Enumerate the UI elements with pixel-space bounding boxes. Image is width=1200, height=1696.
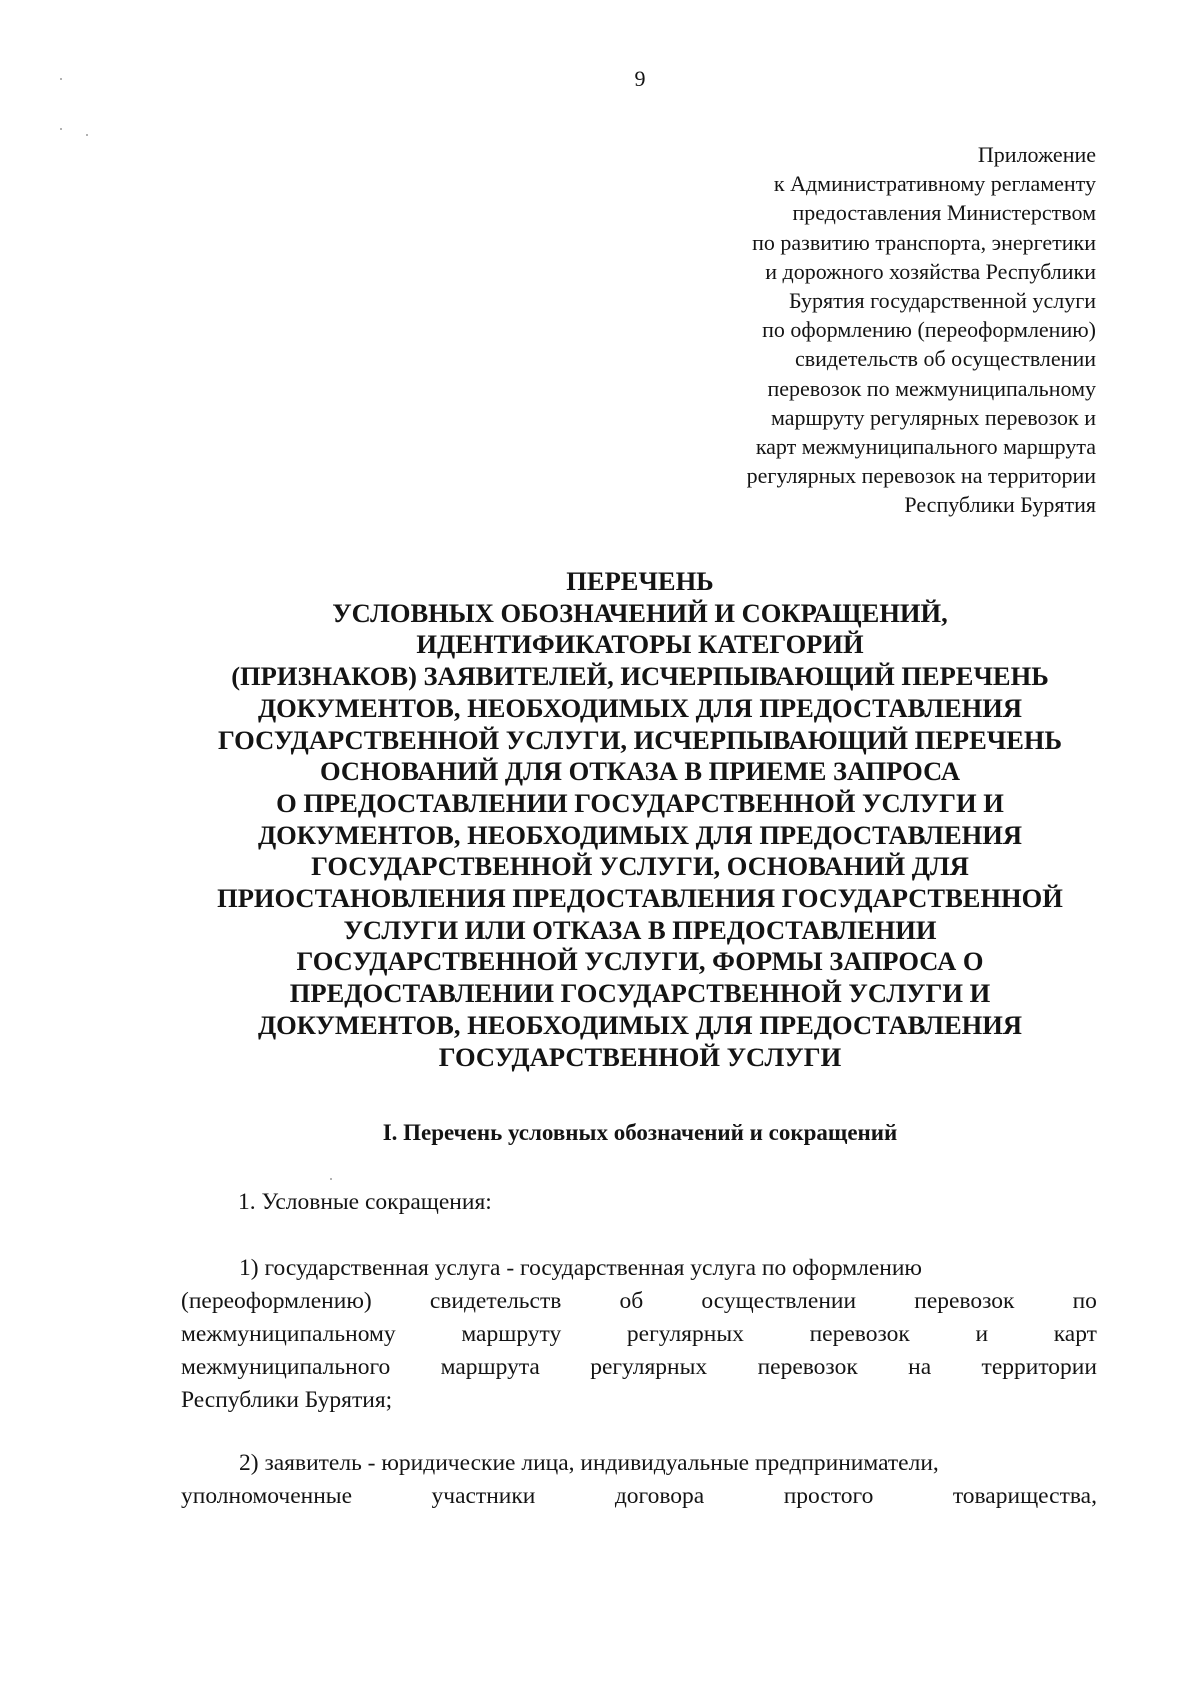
- paragraph-line: 2) заявитель - юридические лица, индивидуальные предприниматели,: [239, 1450, 939, 1476]
- word: территории: [981, 1354, 1097, 1380]
- annex-line: перевозок по межмуниципальному: [767, 375, 1096, 401]
- title-line: ГОСУДАРСТВЕННОЙ УСЛУГИ, ОСНОВАНИЙ ДЛЯ: [311, 851, 969, 882]
- word: маршрута: [440, 1354, 540, 1380]
- word: об: [619, 1288, 644, 1314]
- word: и: [975, 1321, 989, 1347]
- annex-line: по развитию транспорта, энергетики: [752, 229, 1096, 255]
- word: участники: [431, 1483, 536, 1509]
- title-line: ПРЕДОСТАВЛЕНИИ ГОСУДАРСТВЕННОЙ УСЛУГИ И: [289, 978, 991, 1009]
- word: на: [908, 1354, 932, 1380]
- section-heading: I. Перечень условных обозначений и сокращений: [382, 1120, 898, 1145]
- word: (переоформлению): [181, 1288, 372, 1314]
- annex-line: Приложение: [977, 142, 1096, 167]
- word: перевозок: [809, 1321, 910, 1347]
- paragraph-line: [181, 1285, 1097, 1318]
- title-line: ДОКУМЕНТОВ, НЕОБХОДИМЫХ ДЛЯ ПРЕДОСТАВЛЕНИЯ: [257, 1009, 1023, 1040]
- document-title: [160, 566, 1120, 1073]
- title-line: УСЛОВНЫХ ОБОЗНАЧЕНИЙ И СОКРАЩЕНИЙ,: [332, 597, 948, 628]
- word: договора: [614, 1483, 705, 1509]
- word: перевозок: [757, 1354, 858, 1380]
- definition-paragraph-2: [181, 1447, 1097, 1513]
- word: товарищества,: [952, 1483, 1097, 1509]
- annex-line: свидетельств об осуществлении: [794, 346, 1096, 372]
- annex-line: Бурятия государственной услуги: [788, 288, 1096, 314]
- word: межмуниципального: [181, 1354, 391, 1380]
- annex-line: и дорожного хозяйства Республики: [765, 258, 1096, 284]
- word: перевозок: [914, 1288, 1015, 1314]
- scan-speck: [86, 134, 88, 136]
- title-line: О ПРЕДОСТАВЛЕНИИ ГОСУДАРСТВЕННОЙ УСЛУГИ И: [276, 787, 1004, 818]
- annex-line: предоставления Министерством: [792, 200, 1096, 226]
- title-line: ДОКУМЕНТОВ, НЕОБХОДИМЫХ ДЛЯ ПРЕДОСТАВЛЕНИЯ: [257, 692, 1023, 723]
- title-line: ИДЕНТИФИКАТОРЫ КАТЕГОРИЙ: [416, 629, 864, 660]
- annex-line: к Административному регламенту: [773, 171, 1096, 197]
- annex-line: регулярных перевозок на территории: [746, 463, 1096, 489]
- annex-reference: [560, 140, 1096, 520]
- title-line: (ПРИЗНАКОВ) ЗАЯВИТЕЛЕЙ, ИСЧЕРПЫВАЮЩИЙ ПЕРЕЧЕНЬ: [231, 661, 1049, 692]
- word: по: [1072, 1288, 1097, 1314]
- annex-line: карт межмуниципального маршрута: [755, 434, 1096, 460]
- scan-speck: [60, 128, 62, 130]
- word: маршруту: [461, 1321, 562, 1347]
- definition-paragraph-1: [181, 1252, 1097, 1417]
- paragraph-line: [181, 1351, 1097, 1384]
- paragraph-line: Республики Бурятия;: [181, 1387, 393, 1413]
- paragraph-line: 1) государственная услуга - государственная услуга по оформлению: [239, 1255, 922, 1281]
- word: уполномоченные: [181, 1483, 353, 1509]
- annex-line: по оформлению (переоформлению): [762, 317, 1096, 343]
- annex-line: маршруту регулярных перевозок и: [770, 404, 1096, 430]
- word: осуществлении: [701, 1288, 857, 1314]
- word: свидетельств: [429, 1288, 562, 1314]
- word: простого: [783, 1483, 874, 1509]
- paragraph-line: [181, 1480, 1097, 1513]
- item-intro: 1. Условные сокращения:: [238, 1189, 492, 1215]
- title-line: ДОКУМЕНТОВ, НЕОБХОДИМЫХ ДЛЯ ПРЕДОСТАВЛЕНИЯ: [257, 819, 1023, 850]
- page-number: 9: [634, 66, 646, 91]
- word: регулярных: [626, 1321, 744, 1347]
- title-line: ПЕРЕЧЕНЬ: [566, 566, 714, 596]
- title-line: УСЛУГИ ИЛИ ОТКАЗА В ПРЕДОСТАВЛЕНИИ: [343, 914, 937, 945]
- word: карт: [1053, 1321, 1097, 1347]
- annex-line: Республики Бурятия: [904, 492, 1096, 518]
- title-line: ОСНОВАНИЙ ДЛЯ ОТКАЗА В ПРИЕМЕ ЗАПРОСА: [319, 756, 961, 787]
- title-line: ГОСУДАРСТВЕННОЙ УСЛУГИ: [438, 1041, 842, 1072]
- title-line: ГОСУДАРСТВЕННОЙ УСЛУГИ, ФОРМЫ ЗАПРОСА О: [296, 946, 984, 977]
- scan-speck: [330, 1178, 332, 1180]
- word: межмуниципальному: [181, 1321, 396, 1347]
- word: регулярных: [590, 1354, 708, 1380]
- title-line: ГОСУДАРСТВЕННОЙ УСЛУГИ, ИСЧЕРПЫВАЮЩИЙ ПЕРЕЧЕНЬ: [217, 724, 1063, 755]
- title-line: ПРИОСТАНОВЛЕНИЯ ПРЕДОСТАВЛЕНИЯ ГОСУДАРСТВЕННОЙ: [217, 883, 1063, 914]
- paragraph-line: [181, 1318, 1097, 1351]
